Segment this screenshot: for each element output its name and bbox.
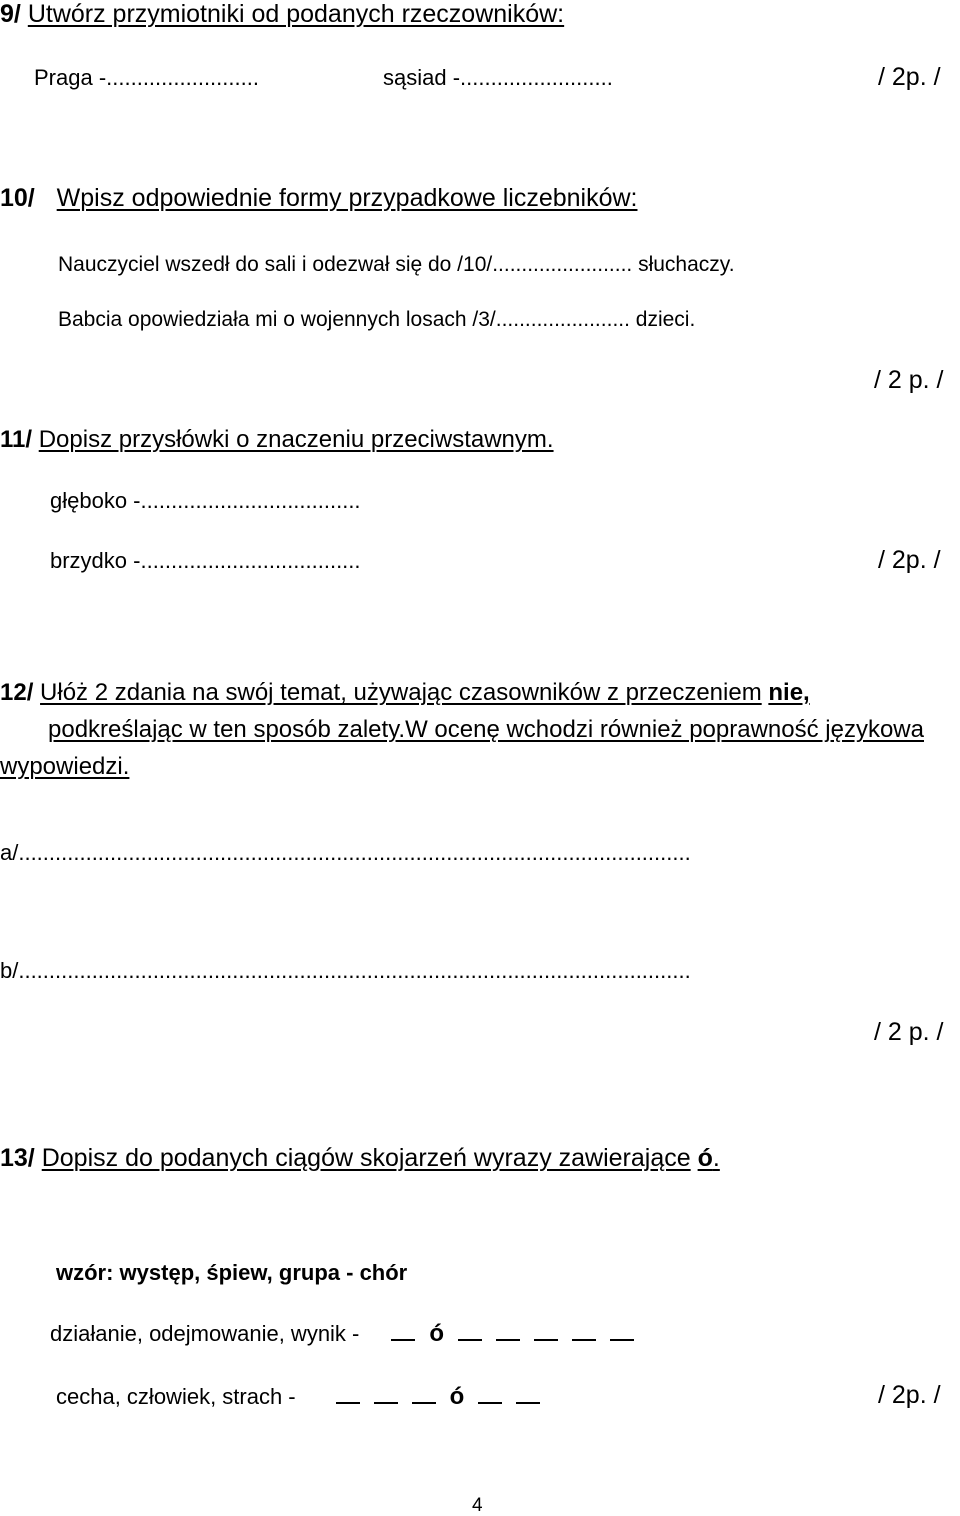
letter-blank [336, 1402, 360, 1404]
q12-title-part1: Ułóż 2 zdania na swój temat, używając czasowników z przeczeniem [40, 679, 762, 706]
q10-points: / 2 p. / [874, 366, 944, 394]
letter-blank [478, 1402, 502, 1404]
q10-number: 10/ [0, 184, 35, 212]
q11-heading [0, 428, 554, 452]
letter-blank [374, 1402, 398, 1404]
q12-answer-b: b/.............................................................................................................. [0, 958, 691, 983]
q11-number: 11/ [0, 426, 33, 453]
q12-number: 12/ [0, 679, 34, 706]
q13-points: / 2p. / [878, 1381, 941, 1409]
q12-answer-a: a/.............................................................................................................. [0, 840, 691, 865]
letter-blank [534, 1339, 558, 1341]
q10-line-1: Nauczyciel wszedł do sali i odezwał się do /10/........................ słuchaczy. [58, 253, 735, 276]
q10-title: Wpisz odpowiednie formy przypadkowe liczebników: [56, 184, 638, 212]
letter-blank [458, 1339, 482, 1341]
q12-title-bold: nie, [768, 679, 810, 706]
q9-item-sasiad: sąsiad -......................... [383, 65, 613, 90]
q13-row-2 [56, 1385, 554, 1409]
q13-row1-letter: ó [429, 1320, 445, 1347]
q11-item-brzydko: brzydko -.................................... [50, 548, 361, 573]
letter-blank [572, 1339, 596, 1341]
page-number: 4 [472, 1495, 483, 1516]
q13-title: Dopisz do podanych ciągów skojarzeń wyrazy zawierające [41, 1144, 691, 1172]
q11-item-gleboko: głęboko -.................................... [50, 488, 361, 513]
q13-title-end: . [712, 1144, 720, 1172]
q12-title-part2: podkreślając w ten sposób zalety.W ocenę wchodzi również poprawność językowa wypowiedzi. [0, 716, 924, 780]
q13-row1-label: działanie, odejmowanie, wynik - [50, 1321, 360, 1346]
q13-row-1 [50, 1322, 648, 1346]
q9-item-praga: Praga -......................... [34, 65, 259, 90]
q10-heading [0, 186, 637, 211]
letter-blank [391, 1339, 415, 1341]
letter-blank [516, 1402, 540, 1404]
q12-points: / 2 p. / [874, 1018, 944, 1046]
q9-heading [0, 2, 564, 27]
q10-line-2: Babcia opowiedziała mi o wojennych losach /3/....................... dzieci. [58, 308, 696, 331]
q13-row2-label: cecha, człowiek, strach - [56, 1384, 296, 1409]
letter-blank [412, 1402, 436, 1404]
q13-title-letter: ó [697, 1144, 713, 1172]
letter-blank [610, 1339, 634, 1341]
q11-points: / 2p. / [878, 546, 941, 574]
q13-row2-letter: ó [449, 1383, 465, 1410]
q9-title: Utwórz przymiotniki od podanych rzeczowników: [27, 0, 565, 28]
q9-number: 9/ [0, 0, 21, 28]
q13-number: 13/ [0, 1144, 35, 1172]
q9-points: / 2p. / [878, 63, 941, 91]
q13-heading [0, 1146, 720, 1171]
q13-example: wzór: występ, śpiew, grupa - chór [56, 1260, 408, 1285]
q11-title: Dopisz przysłówki o znaczeniu przeciwstawnym. [38, 426, 554, 453]
letter-blank [496, 1339, 520, 1341]
q12-heading [0, 674, 940, 785]
